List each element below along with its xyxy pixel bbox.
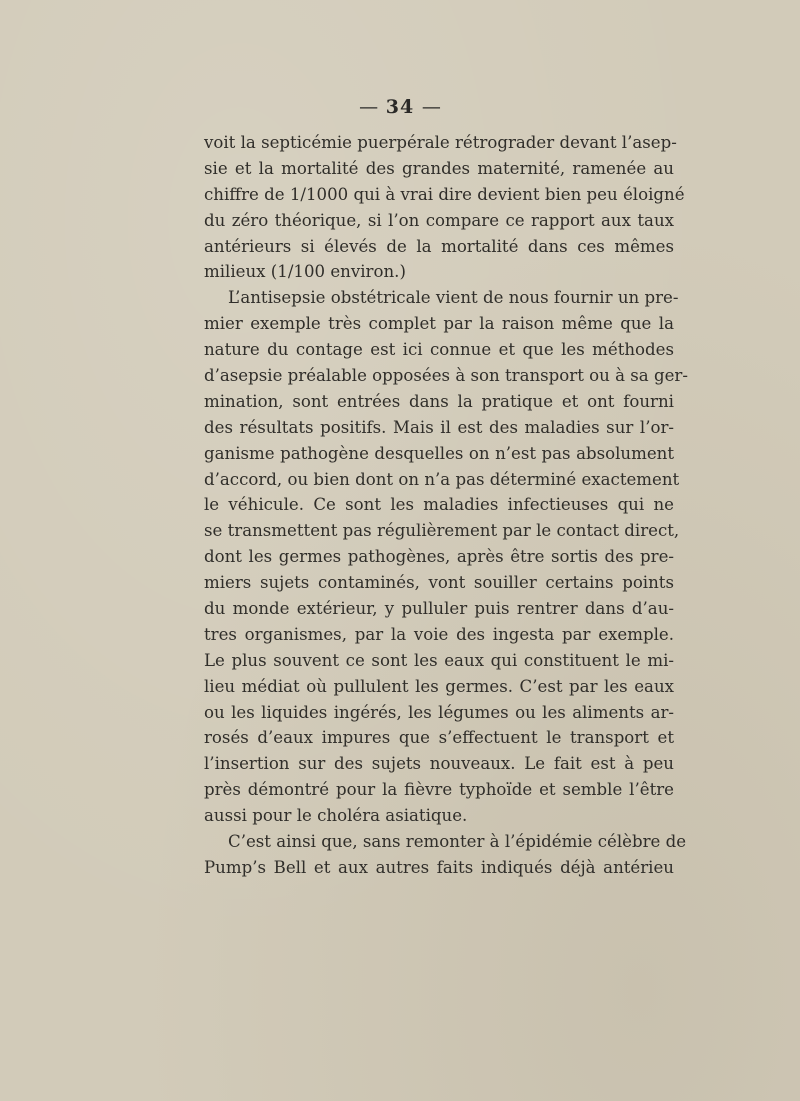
text-line: antérieurs si élevés de la mortalité dans ces mêmes (204, 236, 674, 256)
text-line: lieu médiat où pullulent les germes. C’est par les eaux (204, 676, 674, 696)
text-line: Pump’s Bell et aux autres faits indiqués déjà antérieu (204, 857, 674, 877)
text-line: ou les liquides ingérés, les légumes ou les aliments ar- (204, 702, 674, 722)
body-text (204, 130, 688, 881)
page-number-value: 34 (385, 96, 415, 118)
text-line: Le plus souvent ce sont les eaux qui constituent le mi- (204, 650, 674, 670)
text-line: aussi pour le choléra asiatique. (204, 806, 468, 826)
text-line: tres organismes, par la voie des ingesta par exemple. (204, 624, 674, 644)
text-line: d’asepsie préalable opposées à son transport ou à sa ger- (204, 366, 688, 386)
text-line: miers sujets contaminés, vont souiller certains points (204, 573, 674, 593)
text-line: mination, sont entrées dans la pratique et ont fourni (204, 391, 674, 411)
text-line: d’accord, ou bien dont on n’a pas déterminé exactement (204, 469, 680, 489)
text-line: mier exemple très complet par la raison même que la (204, 314, 674, 334)
text-line: C’est ainsi que, sans remonter à l’épidémie célèbre de (228, 832, 687, 852)
text-line: voit la septicémie puerpérale rétrograder devant l’asep- (204, 133, 677, 152)
text-line: rosés d’eaux impures que s’effectuent le transport et (204, 728, 674, 748)
page-number (0, 96, 800, 118)
text-line: l’insertion sur des sujets nouveaux. Le fait est à peu (204, 754, 674, 774)
text-line: du zéro théorique, si l’on compare ce rapport aux taux (204, 210, 674, 230)
text-line: L’antisepsie obstétricale vient de nous fournir un pre- (228, 288, 679, 308)
text-line: chiffre de 1/1000 qui à vrai dire devient bien peu éloigné (204, 184, 685, 204)
page-number-suffix: — (421, 96, 441, 118)
text-line: du monde extérieur, y pulluler puis rentrer dans d’au- (204, 599, 674, 619)
text-line: milieux (1/100 environ.) (204, 262, 406, 282)
text-line: des résultats positifs. Mais il est des maladies sur l’or- (204, 417, 674, 437)
text-line: près démontré pour la fièvre typhoïde et semble l’être (204, 780, 674, 800)
page-number-prefix: — (359, 96, 379, 118)
text-line: ganisme pathogène desquelles on n’est pas absolument (204, 443, 674, 463)
text-line: se transmettent pas régulièrement par le contact direct, (204, 521, 680, 541)
text-line: nature du contage est ici connue et que les méthodes (204, 340, 674, 360)
text-line: le véhicule. Ce sont les maladies infectieuses qui ne (204, 495, 674, 515)
text-line: dont les germes pathogènes, après être sortis des pre- (204, 547, 674, 567)
text-line: sie et la mortalité des grandes maternité, ramenée au (204, 158, 674, 178)
